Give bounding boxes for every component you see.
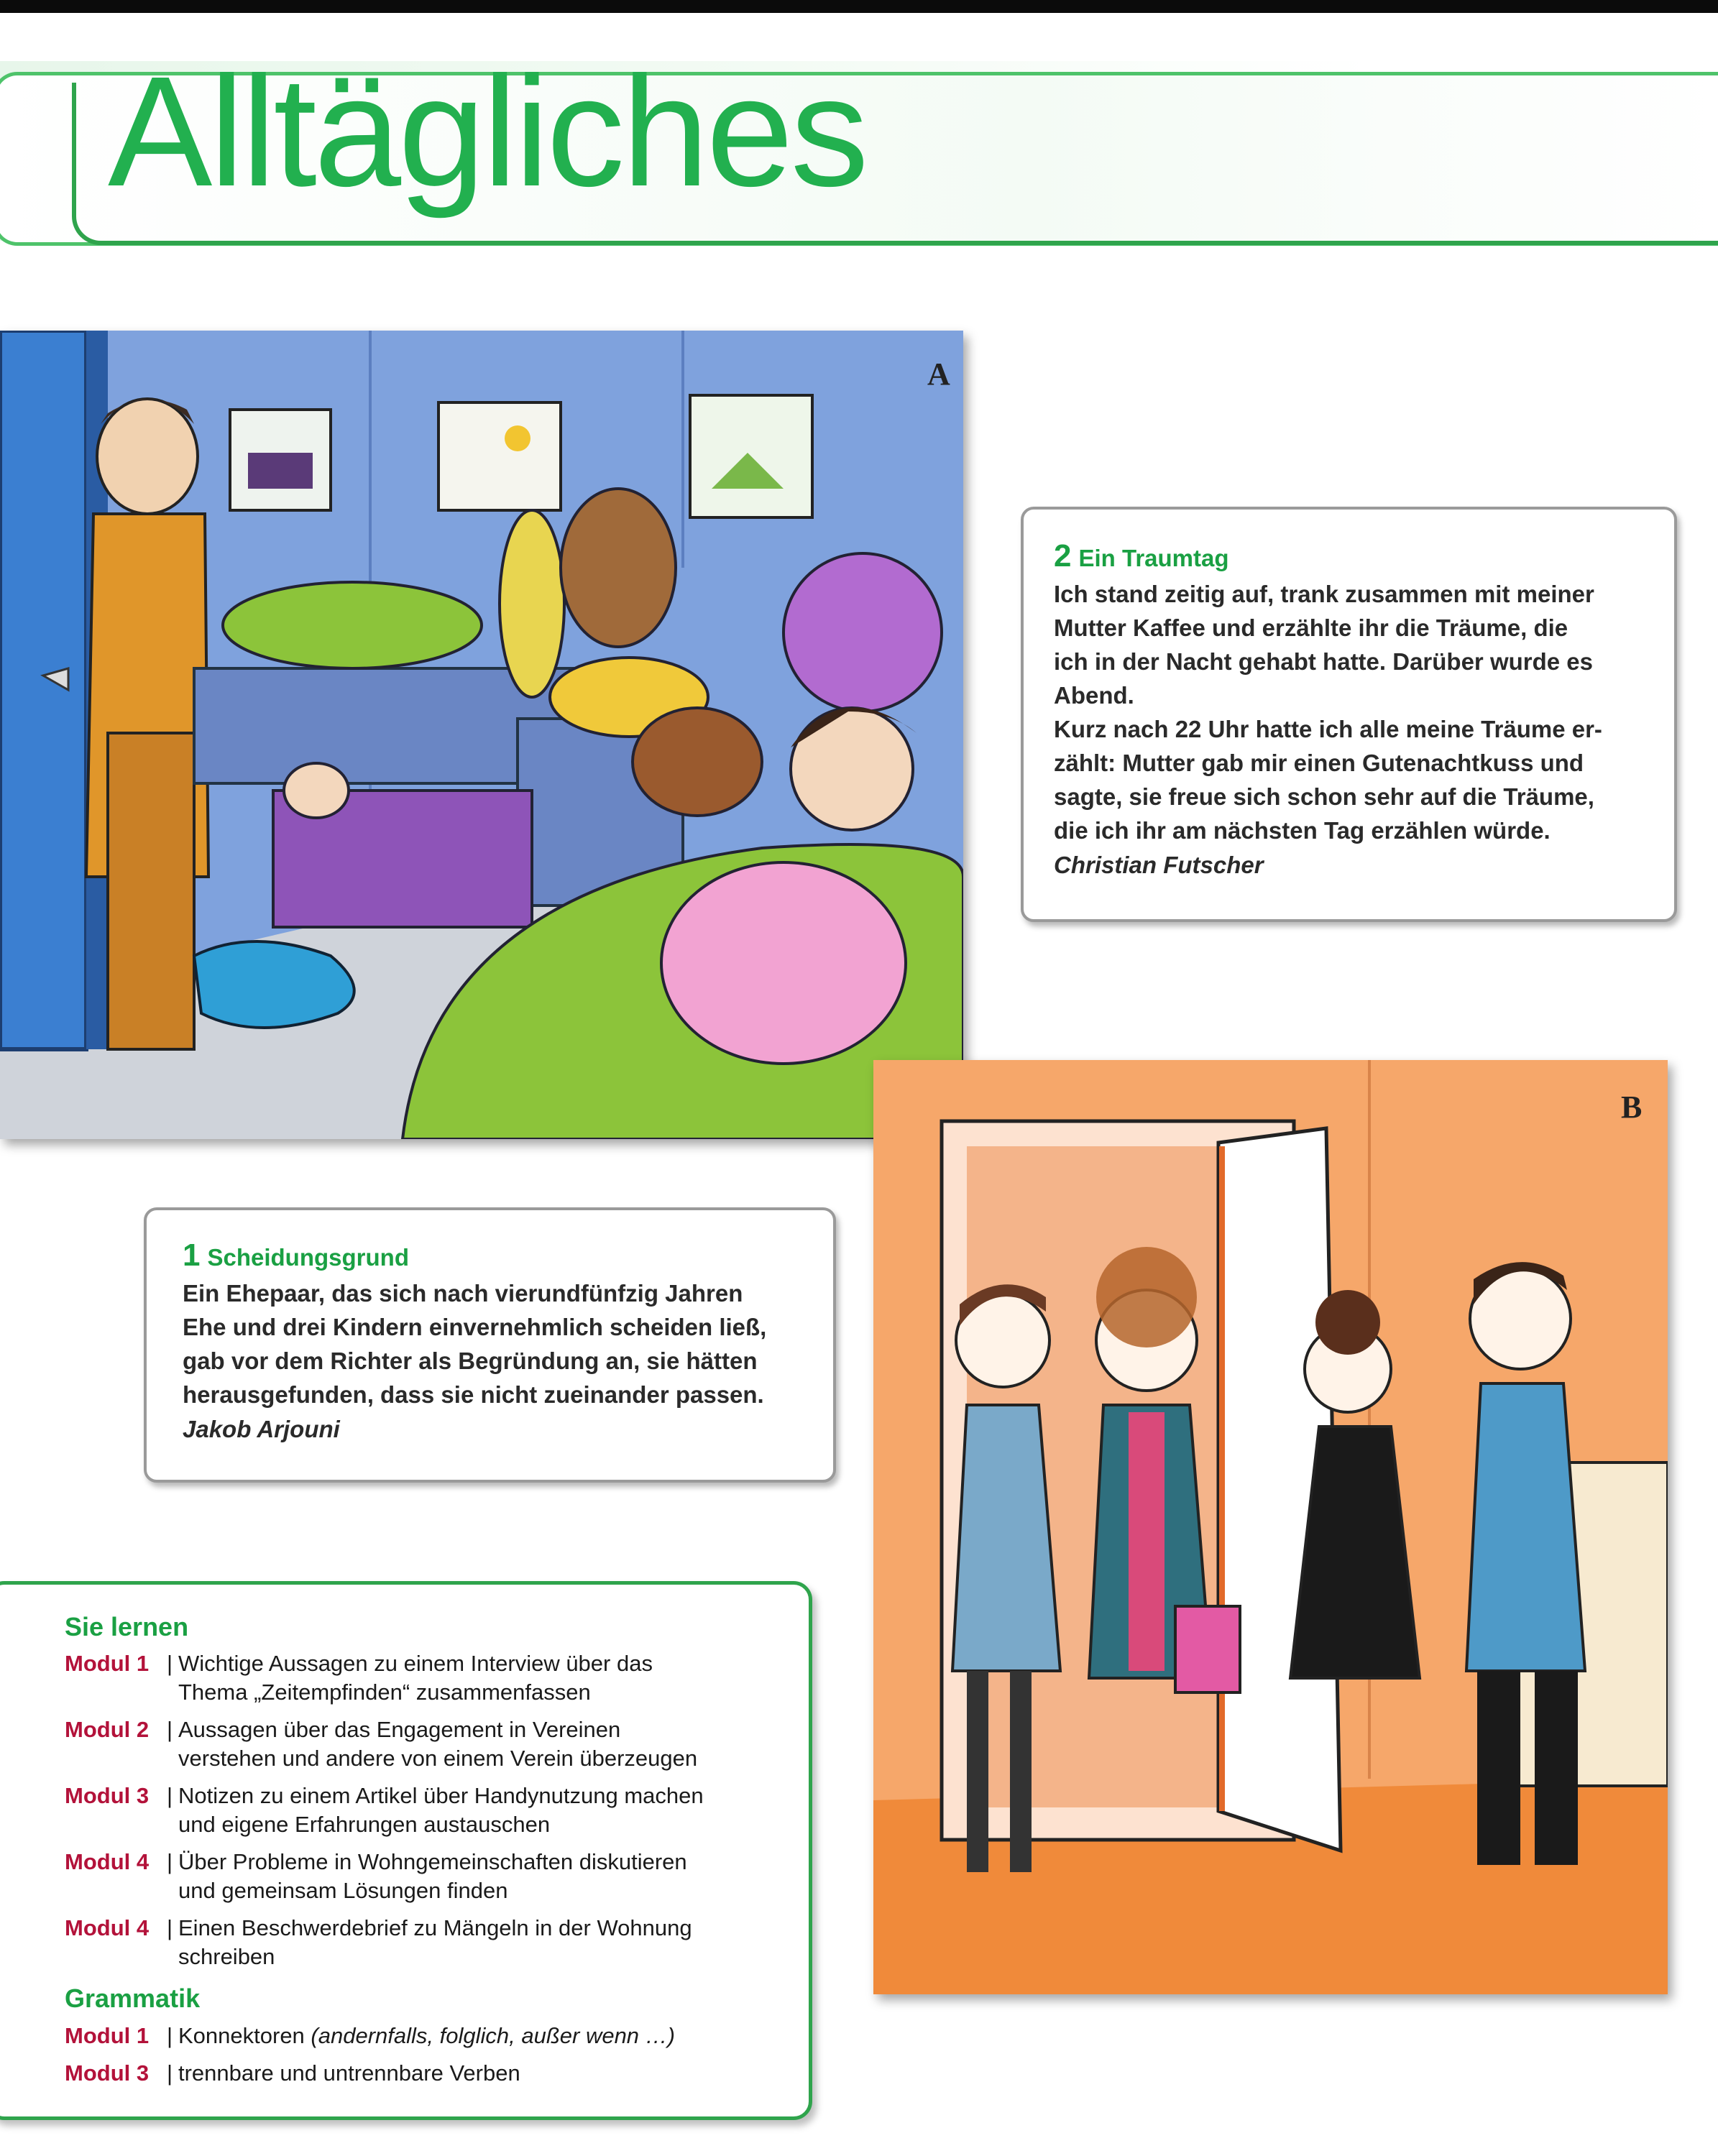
- grammar-item-1-examples: (andernfalls, folglich, außer wenn …): [311, 2023, 675, 2048]
- grammar-item-2-separator: |: [167, 2060, 173, 2086]
- illustration-a-art: [0, 331, 963, 1139]
- learn-item-5-line-1: Einen Beschwerdebrief zu Mängeln in der Wohnung: [178, 1915, 692, 1940]
- illustration-a-label: A: [927, 356, 950, 392]
- story1-line-2: Ehe und drei Kindern einvernehmlich scheiden ließ,: [183, 1314, 767, 1340]
- learn-item-3-line-1: Notizen zu einem Artikel über Handynutzung machen: [178, 1783, 704, 1808]
- story-box-ein-traumtag: [1021, 507, 1677, 922]
- learn-item-3-modul: Modul 3: [65, 1783, 150, 1808]
- learn-item-3-line-2: und eigene Erfahrungen austauschen: [178, 1812, 551, 1837]
- grammar-item-2-modul: Modul 3: [65, 2060, 150, 2086]
- story1-number: 1: [183, 1238, 201, 1273]
- learn-item-5-line-2: schreiben: [178, 1944, 275, 1969]
- illustration-b-doorway: [873, 1060, 1668, 1994]
- learn-item-4-line-1: Über Probleme in Wohngemeinschaften diskutieren: [178, 1849, 687, 1874]
- learn-item-5-modul: Modul 4: [65, 1915, 150, 1940]
- learn-item-1-separator: |: [167, 1651, 173, 1676]
- learn-item-4-modul: Modul 4: [65, 1849, 150, 1874]
- learn-item-1-line-2: Thema „Zeitempfinden“ zusammenfassen: [178, 1680, 591, 1705]
- learn-item-1-line-1: Wichtige Aussagen zu einem Interview über das: [178, 1651, 653, 1676]
- story1-line-4: herausgefunden, dass sie nicht zueinander passen.: [183, 1381, 764, 1408]
- grammar-item-1-separator: |: [167, 2023, 173, 2048]
- story2-author: Christian Futscher: [1054, 852, 1264, 878]
- learn-item-5-separator: |: [167, 1915, 173, 1940]
- story2-title: Ein Traumtag: [1078, 545, 1229, 571]
- learn-item-4-line-2: und gemeinsam Lösungen finden: [178, 1878, 508, 1903]
- learn-heading: Sie lernen: [65, 1612, 189, 1641]
- grammar-heading: Grammatik: [65, 1984, 201, 2013]
- grammar-item-1-text: Konnektoren: [178, 2023, 311, 2048]
- story2-line-3: ich in der Nacht gehabt hatte. Darüber wurde es: [1054, 648, 1593, 675]
- learn-item-2-line-2: verstehen und andere von einem Verein überzeugen: [178, 1746, 698, 1771]
- story1-line-1: Ein Ehepaar, das sich nach vierundfünfzig Jahren: [183, 1280, 743, 1307]
- learn-item-2-line-1: Aussagen über das Engagement in Vereinen: [178, 1717, 621, 1742]
- learn-item-3-separator: |: [167, 1783, 173, 1808]
- story2-line-8: die ich ihr am nächsten Tag erzählen würde.: [1054, 817, 1551, 844]
- learn-item-2-modul: Modul 2: [65, 1717, 150, 1742]
- story2-line-7: sagte, sie freue sich schon sehr auf die Träume,: [1054, 783, 1594, 810]
- grammar-item-1-modul: Modul 1: [65, 2023, 150, 2048]
- story2-number: 2: [1054, 538, 1072, 573]
- story1-heading: [183, 1238, 766, 1273]
- top-edge-bar: [0, 0, 1718, 13]
- illustration-b-label: B: [1621, 1089, 1643, 1125]
- story1-author: Jakob Arjouni: [183, 1416, 340, 1442]
- story2-line-6: zählt: Mutter gab mir einen Gutenachtkuss und: [1054, 750, 1584, 776]
- story-box-scheidungsgrund: [144, 1207, 836, 1483]
- story2-heading: [1054, 538, 1602, 574]
- story2-line-2: Mutter Kaffee und erzählte ihr die Träume, die: [1054, 614, 1568, 641]
- grammar-item-2-text: trennbare und untrennbare Verben: [178, 2060, 520, 2086]
- learn-item-2-separator: |: [167, 1717, 173, 1742]
- illustration-b-art: [873, 1060, 1668, 1994]
- story2-line-5: Kurz nach 22 Uhr hatte ich alle meine Träume er-: [1054, 716, 1602, 742]
- learn-item-1-modul: Modul 1: [65, 1651, 150, 1676]
- story2-line-1: Ich stand zeitig auf, trank zusammen mit meiner: [1054, 581, 1594, 607]
- story1-title: Scheidungsgrund: [207, 1244, 409, 1271]
- learning-goals-box: [0, 1581, 812, 2120]
- page-title: Alltägliches: [108, 45, 866, 219]
- story2-line-4: Abend.: [1054, 682, 1134, 709]
- story1-line-3: gab vor dem Richter als Begründung an, sie hätten: [183, 1348, 758, 1374]
- illustration-a-bedroom: [0, 331, 963, 1139]
- learn-item-4-separator: |: [167, 1849, 173, 1874]
